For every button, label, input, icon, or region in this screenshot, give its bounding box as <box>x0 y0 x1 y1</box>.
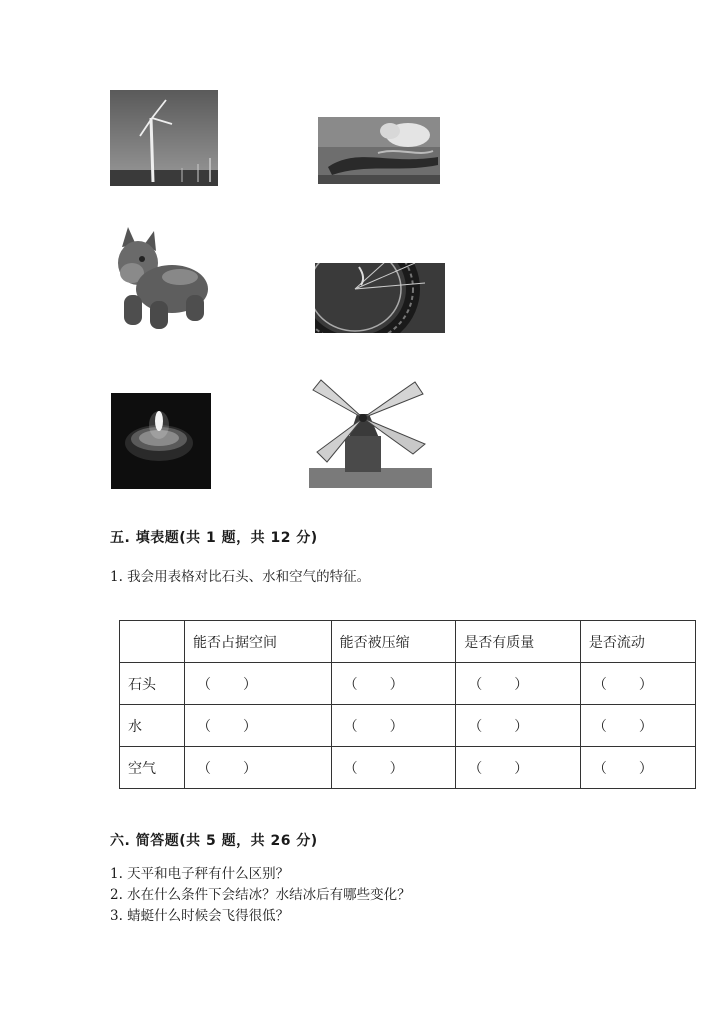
stream-photo <box>318 117 440 184</box>
row-label: 石头 <box>120 663 185 705</box>
candle-photo <box>111 393 211 489</box>
comparison-table <box>119 620 696 789</box>
table-row <box>120 747 696 789</box>
answer-blank[interactable]: （ ） <box>456 747 581 789</box>
answer-blank[interactable]: （ ） <box>331 705 456 747</box>
table-header-cell <box>120 621 185 663</box>
list-item: 2. 水在什么条件下会结冰？水结冰后有哪些变化？ <box>110 887 411 903</box>
answer-blank[interactable]: （ ） <box>580 663 695 705</box>
answer-blank[interactable]: （ ） <box>331 747 456 789</box>
answer-blank[interactable]: （ ） <box>331 663 456 705</box>
section-five-heading: 五. 填表题(共 1 题，共 12 分) <box>110 530 318 546</box>
row-label: 水 <box>120 705 185 747</box>
answer-blank[interactable]: （ ） <box>185 705 332 747</box>
wind-turbine-photo <box>110 90 218 186</box>
table-row <box>120 663 696 705</box>
fill-table-question: 1. 我会用表格对比石头、水和空气的特征。 <box>110 569 371 585</box>
table-header-cell: 能否占据空间 <box>185 621 332 663</box>
windmill-photo <box>309 378 432 488</box>
row-label: 空气 <box>120 747 185 789</box>
bicycle-tire-photo <box>315 263 445 333</box>
answer-blank[interactable]: （ ） <box>456 705 581 747</box>
answer-blank[interactable]: （ ） <box>185 663 332 705</box>
table-row <box>120 705 696 747</box>
list-item: 1. 天平和电子秤有什么区别？ <box>110 866 290 882</box>
answer-blank[interactable]: （ ） <box>185 747 332 789</box>
table-header-cell: 是否有质量 <box>456 621 581 663</box>
list-item: 3. 蜻蜓什么时候会飞得很低？ <box>110 908 290 924</box>
section-six-heading: 六. 简答题(共 5 题，共 26 分) <box>110 833 318 849</box>
table-header-row <box>120 621 696 663</box>
answer-blank[interactable]: （ ） <box>456 663 581 705</box>
table-header-cell: 是否流动 <box>580 621 695 663</box>
answer-blank[interactable]: （ ） <box>580 747 695 789</box>
answer-blank[interactable]: （ ） <box>580 705 695 747</box>
toy-pony-photo <box>110 223 213 334</box>
short-answer-questions <box>110 864 411 927</box>
table-header-cell: 能否被压缩 <box>331 621 456 663</box>
